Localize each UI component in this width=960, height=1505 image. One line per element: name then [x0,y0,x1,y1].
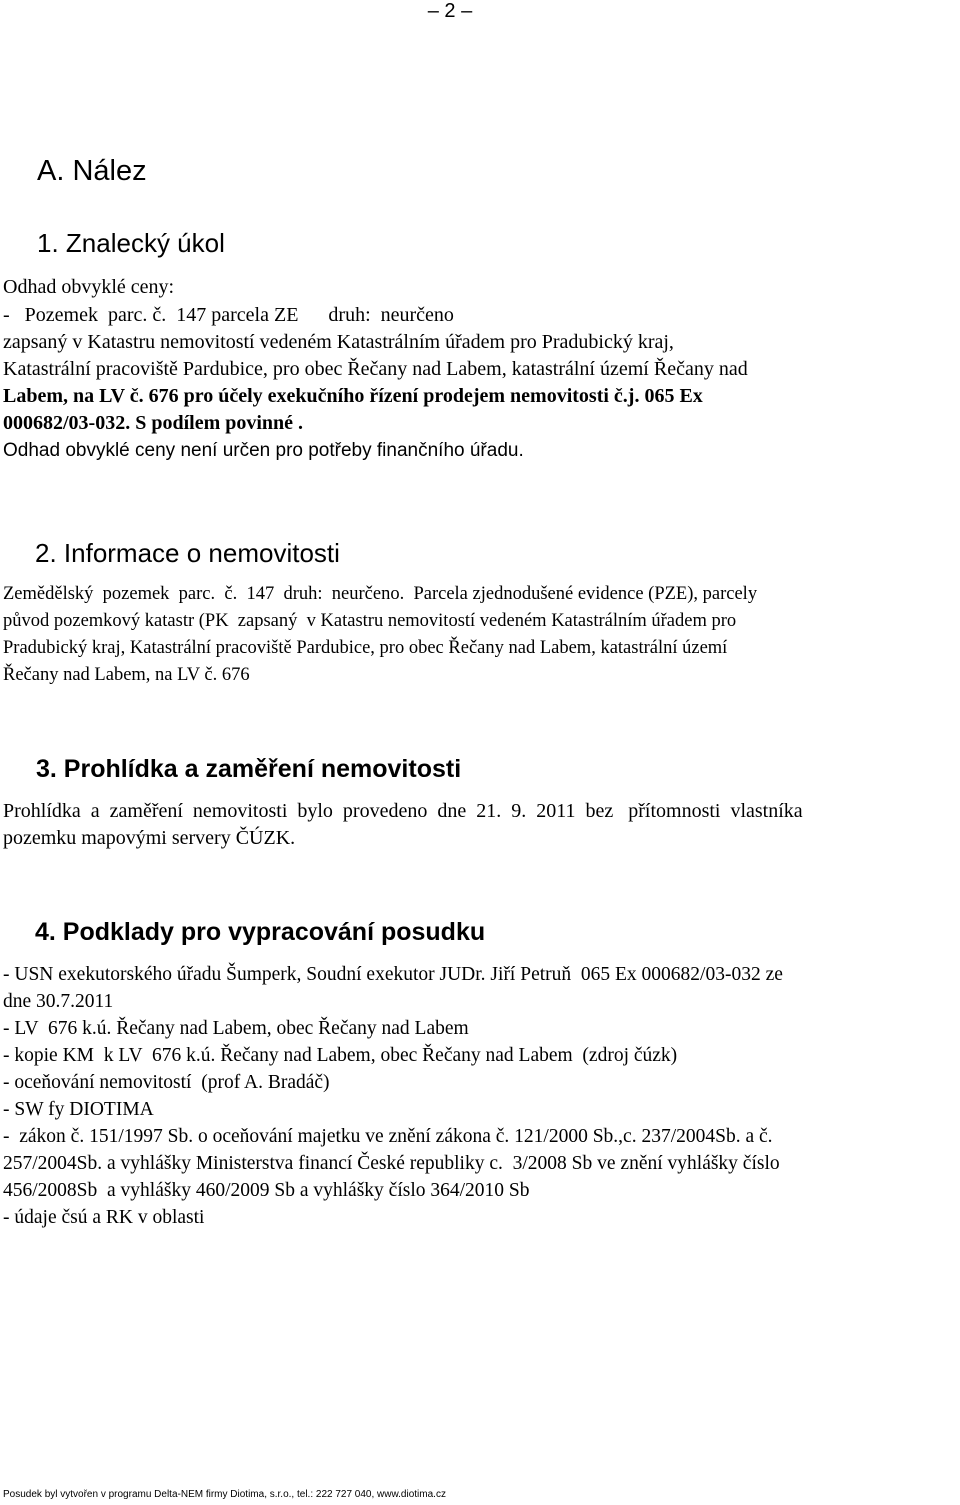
section-4-line: dne 30.7.2011 [3,991,114,1012]
section-1-subtitle: Odhad obvyklé ceny: [3,276,175,298]
section-3-body [3,798,957,852]
section-3-line: Prohlídka a zaměření nemovitosti bylo provedeno dne 21. 9. 2011 bez přítomnosti vlastníka [3,800,803,822]
section-2-line: Řečany nad Labem, na LV č. 676 [3,665,250,685]
section-2-line: Pradubický kraj, Katastrální pracoviště Pardubice, pro obec Řečany nad Labem, katastrální území [3,638,728,658]
section-3-title: 3. Prohlídka a zaměření nemovitosti [36,755,462,783]
section-4-line: - oceňování nemovitostí (prof A. Bradáč) [3,1072,330,1093]
section-4-line: - LV 676 k.ú. Řečany nad Labem, obec Řečany nad Labem [3,1018,469,1039]
section-4-body [3,961,960,1231]
section-4-line: - kopie KM k LV 676 k.ú. Řečany nad Labem, obec Řečany nad Labem (zdroj čúzk) [3,1045,678,1066]
section-1-note: Odhad obvyklé ceny není určen pro potřeby finančního úřadu. [3,440,524,461]
section-2-line: původ pozemkový katastr (PK zapsaný v Katastru nemovitostí vedeném Katastrálním úřadem pro [3,611,737,631]
section-4-line: 456/2008Sb a vyhlášky 460/2009 Sb a vyhlášky číslo 364/2010 Sb [3,1180,530,1201]
section-3-line: pozemku mapovými servery ČÚZK. [3,827,296,849]
section-4-line: - údaje čsú a RK v oblasti [3,1207,205,1228]
section-1-line: zapsaný v Katastru nemovitostí vedeném Katastrálním úřadem pro Pradubický kraj, [3,331,674,353]
section-4-line: - SW fy DIOTIMA [3,1099,154,1120]
footer: Posudek byl vytvořen v programu Delta-NEM firmy Diotima, s.r.o., tel.: 222 727 040, www.diotima.cz [3,1489,446,1500]
section-1-line: 000682/03-032. S podílem povinné . [3,412,304,434]
section-1-line: - Pozemek parc. č. 147 parcela ZE druh: neurčeno [3,304,454,326]
section-2-body [3,581,949,689]
section-2-title: 2. Informace o nemovitosti [35,538,340,568]
section-1-line: Katastrální pracoviště Pardubice, pro obec Řečany nad Labem, katastrální území Řečany nad [3,358,748,380]
section-4-line: - zákon č. 151/1997 Sb. o oceňování majetku ve znění zákona č. 121/2000 Sb.,c. 237/2004Sb. a č. [3,1126,773,1147]
section-1-line: Labem, na LV č. 676 pro účely exekučního řízení prodejem nemovitosti č.j. 065 Ex [3,385,703,407]
section-2-line: Zemědělský pozemek parc. č. 147 druh: neurčeno. Parcela zjednodušené evidence (PZE), parcely [3,584,758,604]
section-4-title: 4. Podklady pro vypracování posudku [35,918,486,946]
page-number: – 2 – [427,0,473,22]
section-4-line: - USN exekutorského úřadu Šumperk, Soudní exekutor JUDr. Jiří Petruň 065 Ex 000682/03-032 ze [3,964,783,985]
section-a-title: A. Nález [37,155,147,187]
section-1-body [3,302,957,464]
section-4-line: 257/2004Sb. a vyhlášky Ministerstva financí České republiky c. 3/2008 Sb ve znění vyhlášky číslo [3,1153,780,1174]
section-1-title: 1. Znalecký úkol [37,228,225,258]
